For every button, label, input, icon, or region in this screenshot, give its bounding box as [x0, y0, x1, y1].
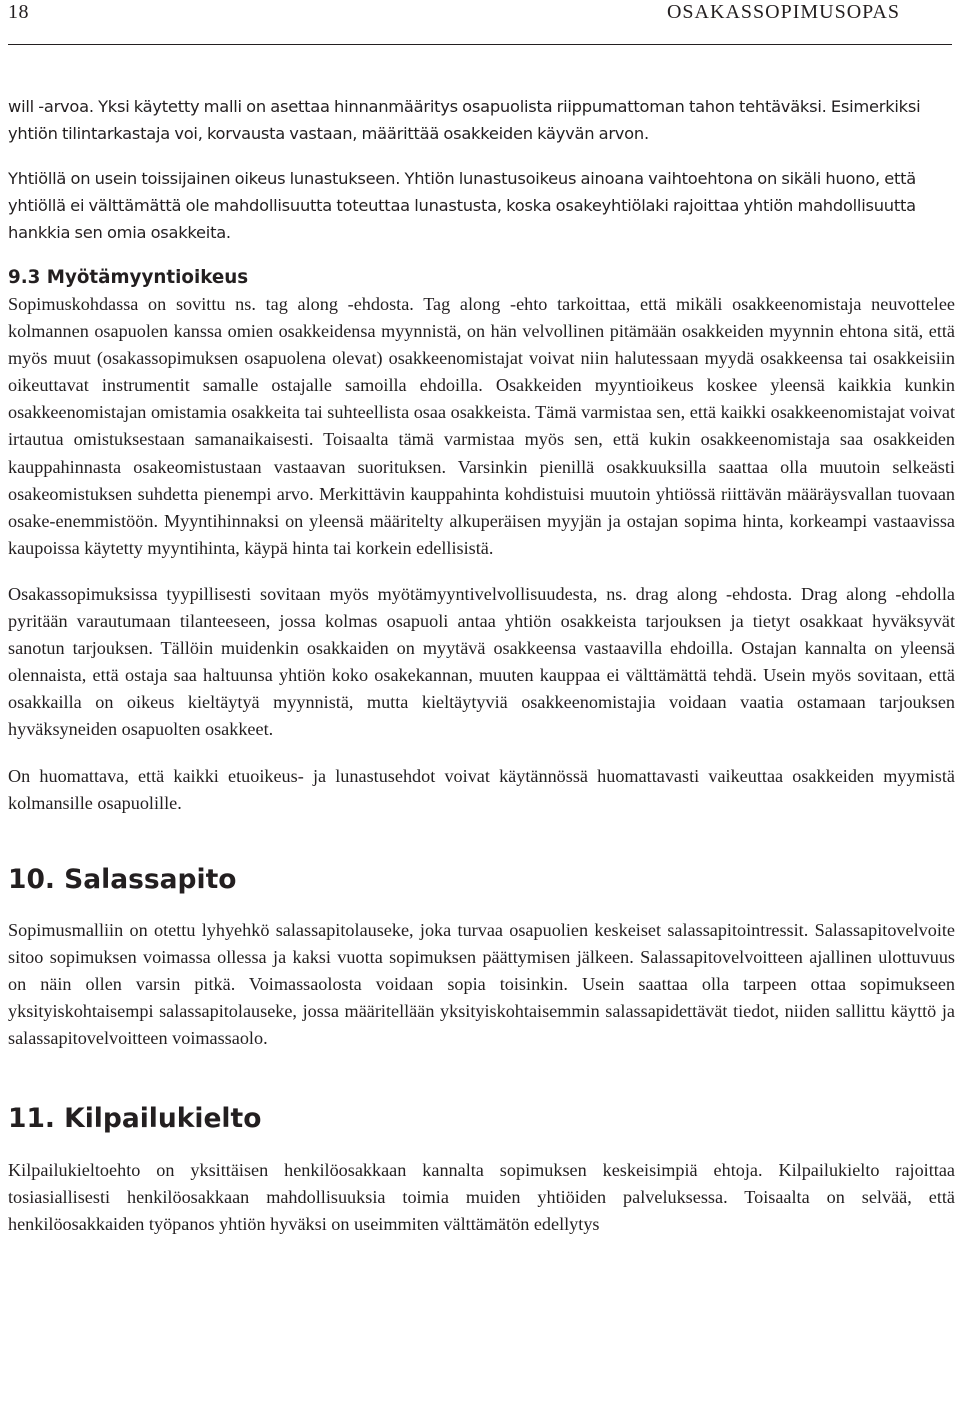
section-heading-10: 10. Salassapito: [8, 863, 237, 895]
page-number: 18: [8, 1, 29, 23]
paragraph-valuation: will -arvoa. Yksi käytetty malli on asettaa hinnanmääritys osapuolista riippumattoman tahon tehtäväksi. Esimerkiksi yhtiön tilintarkastaja voi, korvausta vastaan, määrittää osakkeiden käyvän arvon.: [8, 97, 921, 143]
paragraph-drag-along: Osakassopimuksissa tyypillisesti sovitaan myös myötämyyntivelvollisuudesta, ns. drag along -ehdosta. Drag along -ehdolla pyritään varautumaan tilanteeseen, jossa kolmas osapuoli antaa yhtiön osakkeista tarjouksen ja tietyt osakkaat hyväksyvät sanotun tarjouksen. Tällöin muidenkin osakkaiden on myytävä osakkeensa vastaavilla ehdoilla. Ostajan kannalta on yleensä olennaista, että ostaja saa haltuunsa yhtiön koko osakekannan, muuten kauppaa ei välttämättä tehdä. Usein myös sovitaan, että osakkailla on oikeus kieltäytyä myynnistä, mutta kieltäytyviä osakkeenomistajia voidaan vaatia ostamaan tarjouksen hyväksyneiden osapuolten osakkeet.: [8, 583, 955, 740]
running-header: OSAKASSOPIMUSOPAS: [666, 1, 900, 23]
section-heading-9-3: 9.3 Myötämyyntioikeus: [8, 267, 249, 288]
paragraph-non-compete: Kilpailukieltoehto on yksittäisen henkilöosakkaan kannalta sopimuksen keskeisimpiä ehtoja. Kilpailukielto rajoittaa tosiasiallisesti henkilöosakkaan mahdollisuuksia toimia muiden yhtiöiden palveluksessa. Toisaalta on selvää, että henkilöosakkaiden työpanos yhtiön hyväksi on useimmiten välttämätön edellytys: [8, 1160, 955, 1235]
paragraph-tag-along: Sopimuskohdassa on sovittu ns. tag along -ehdosta. Tag along -ehto tarkoittaa, että mikäli osakkeenomistaja neuvottelee kolmannen osapuolen kanssa omien osakkeidensa myynnistä, on hän velvollinen pitämään osakkeiden myynnin ehtona sitä, että myös muut (osakassopimuksen osapuolena olevat) osakkeenomistajat voivat niin halutessaan myydä osakkeensa tai osakkeisiin oikeuttavat instrumentit samalle ostajalle samoilla ehdoilla. Osakkeiden myyntioikeus koskee yleensä kaikkia kunkin osakkeenomistajan omistamia osakkeita tai suhteellista osaa osakkeista. Tämä varmistaa sen, että kaikki osakkeenomistajat voivat irtautua omistuksestaan samanaikaisesti. Toisaalta tämä varmistaa myös sen, että kukin osakkeenomistaja saa osakkeiden kauppahinnasta osakeomistustaan vastaavan suorituksen. Varsinkin pienillä osakkuuksilla saattaa olla muutoin selkeästi osakeomistuksen suhdetta pienempi arvo. Merkittävin kauppahinta kohdistuisi muutoin yhtiössä riittävän määräysvallan tuovaan osake-enemmistöön. Myyntihinnaksi on yleensä määritelty alkuperäisen myyjän ja ostajan sopima hinta, korkeampi vastaavissa kaupoissa käytetty myyntihinta, käypä hinta tai korkein edellisistä.: [8, 294, 955, 558]
paragraph-redemption: Yhtiöllä on usein toissijainen oikeus lunastukseen. Yhtiön lunastusoikeus ainoana vaihtoehtona on sikäli huono, että yhtiöllä ei välttämättä ole mahdollisuutta toteuttaa lunastusta, koska osakeyhtiölaki rajoittaa yhtiön mahdollisuutta hankkia sen omia osakkeita.: [8, 169, 917, 242]
section-heading-11: 11. Kilpailukielto: [8, 1103, 262, 1135]
header-rule: [8, 44, 952, 45]
page-body: [8, 93, 955, 1238]
paragraph-confidentiality: Sopimusmalliin on otettu lyhyehkö salassapitolauseke, joka turvaa osapuolien keskeiset salassapitointressit. Salassapitovelvoite sitoo sopimuksen voimassa ollessa ja kaksi vuotta sopimuksen päättymisen jälkeen. Salassapitovelvoitteen ajallinen ulottuvuus on näin ollen varsin pitkä. Voimassaolosta voidaan sopia toisinkin. Usein saattaa olla tarpeen ottaa sopimukseen yksityiskohtaisempi salassapitolauseke, jossa määritellään yksityiskohtaisemmin salassapidettävät tiedot, niiden sallittu käyttö ja salassapitovelvoitteen voimassaolo.: [8, 919, 955, 1049]
paragraph-note: On huomattava, että kaikki etuoikeus- ja lunastusehdot voivat käytännössä huomattavasti vaikeuttaa osakkeiden myymistä kolmansille osapuolille.: [8, 765, 955, 813]
